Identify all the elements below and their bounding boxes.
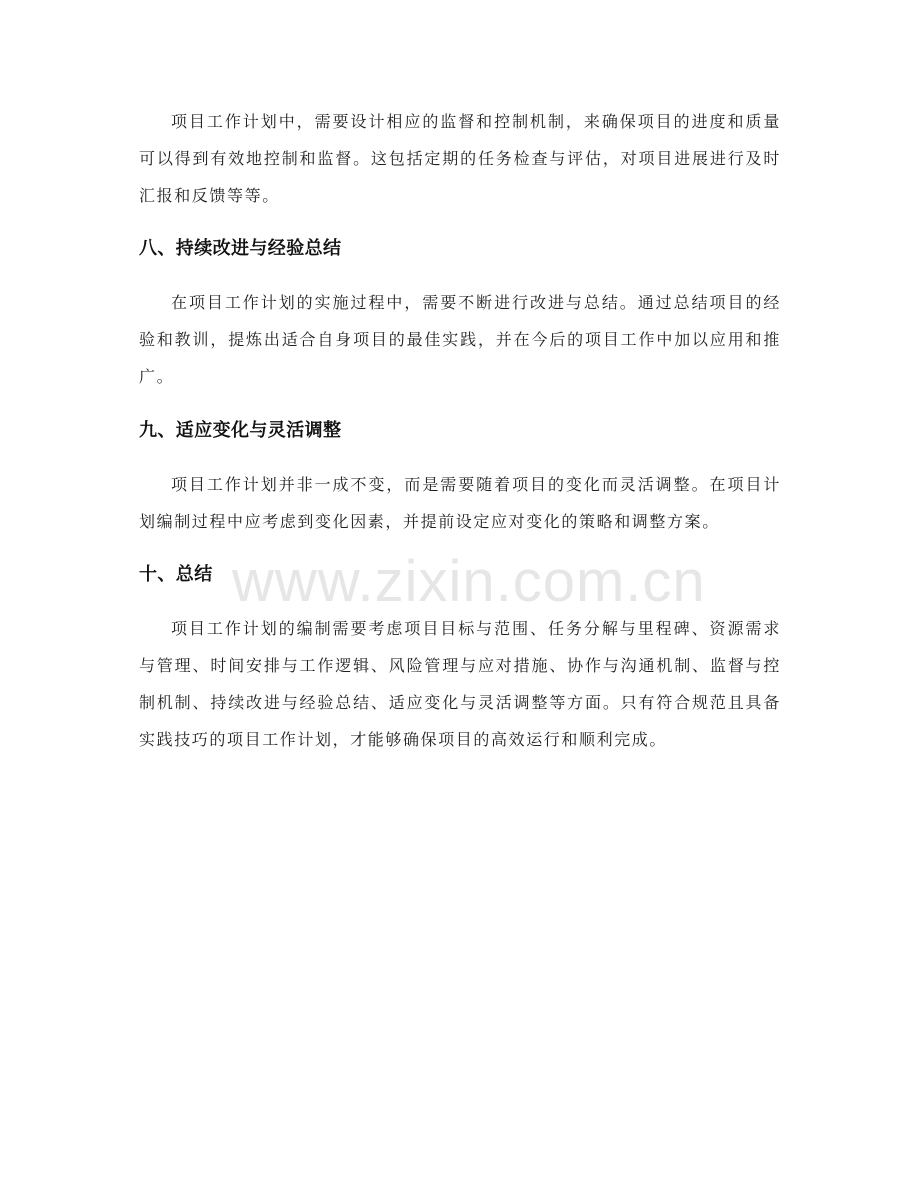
section-heading-10: 十、总结 bbox=[139, 564, 213, 585]
section-heading-8: 八、持续改进与经验总结 bbox=[139, 238, 342, 259]
section-paragraph-9: 项目工作计划并非一成不变，而是需要随着项目的变化而灵活调整。在项目计划编制过程中应考虑到变化因素，并提前设定应对变化的策略和调整方案。 bbox=[139, 475, 781, 531]
section-paragraph-10: 项目工作计划的编制需要考虑项目目标与范围、任务分解与里程碑、资源需求与管理、时间安排与工作逻辑、风险管理与应对措施、协作与沟通机制、监督与控制机制、持续改进与经验总结、适应变化与灵活调整等方面。只有符合规范且具备实践技巧的项目工作计划，才能够确保项目的高效运行和顺利完成。 bbox=[139, 619, 781, 749]
section-heading-9: 九、适应变化与灵活调整 bbox=[139, 420, 342, 441]
watermark-text: www.zixin.com.cn bbox=[232, 549, 706, 614]
section-paragraph-8: 在项目工作计划的实施过程中，需要不断进行改进与总结。通过总结项目的经验和教训，提炼出适合自身项目的最佳实践，并在今后的项目工作中加以应用和推广。 bbox=[139, 293, 781, 386]
intro-paragraph: 项目工作计划中，需要设计相应的监督和控制机制，来确保项目的进度和质量可以得到有效地控制和监督。这包括定期的任务检查与评估，对项目进展进行及时汇报和反馈等等。 bbox=[139, 112, 781, 205]
document-body bbox=[139, 103, 781, 758]
